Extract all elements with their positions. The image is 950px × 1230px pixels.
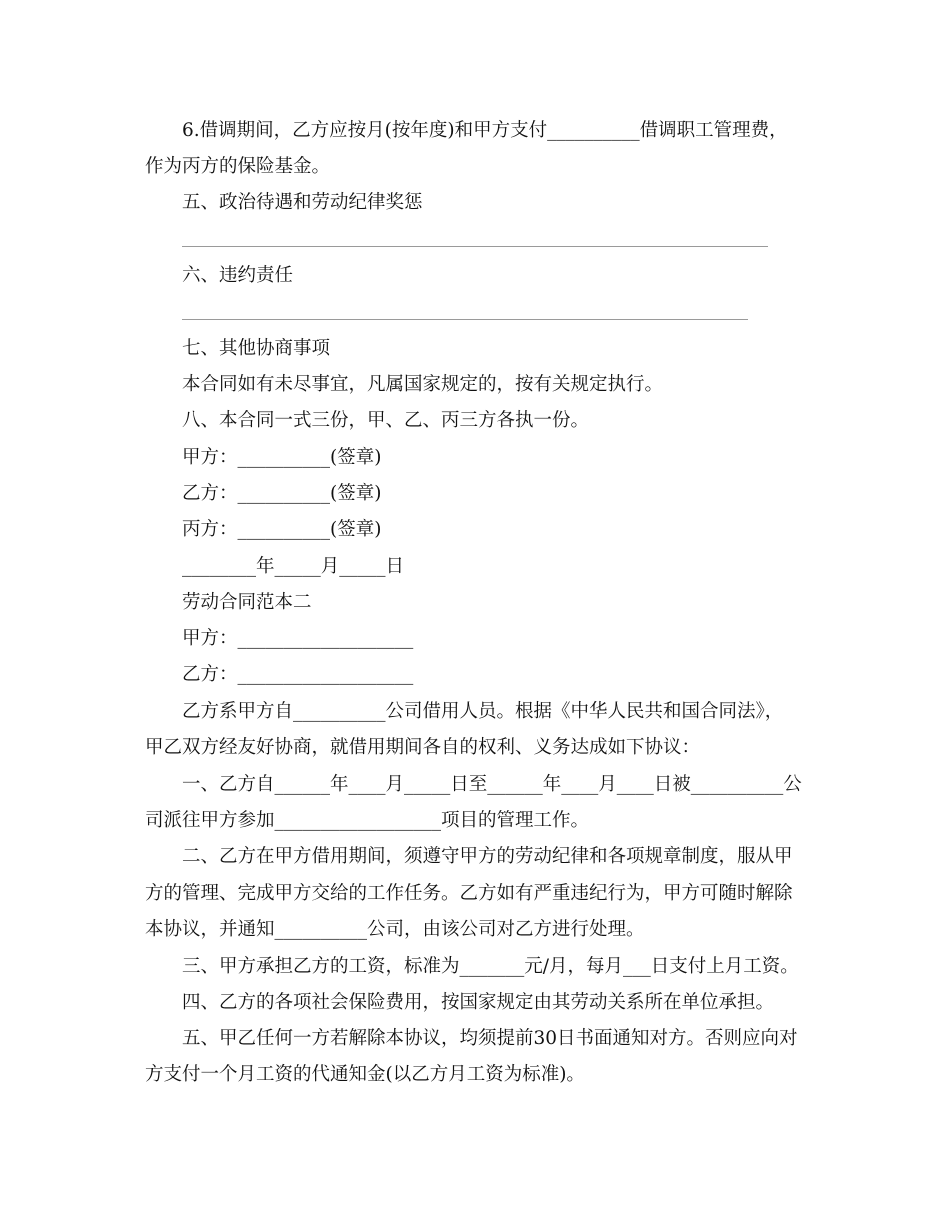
article-1-line-2: 司派往甲方参加__________________项目的管理工作。	[145, 810, 590, 831]
article-2-line-2: 方的管理、完成甲方交给的工作任务。乙方如有严重违纪行为，甲方可随时解除	[145, 883, 793, 904]
party-b-field: 乙方：___________________	[182, 664, 414, 685]
signature-line-party-a: 甲方：__________(签章)	[182, 447, 382, 468]
section-6-heading: 六、违约责任	[182, 265, 294, 286]
article-1-line-1: 一、乙方自______年____月_____日至______年____月____日被__________公	[182, 774, 802, 795]
article-3: 三、甲方承担乙方的工资，标准为_______元/月，每月___日支付上月工资。	[182, 956, 799, 977]
section-5-heading: 五、政治待遇和劳动纪律奖惩	[182, 192, 423, 213]
date-line: ________年_____月_____日	[182, 556, 405, 577]
article-4: 四、乙方的各项社会保险费用，按国家规定由其劳动关系所在单位承担。	[182, 992, 775, 1013]
article-2-line-3: 本协议，并通知__________公司，由该公司对乙方进行处理。	[145, 919, 645, 940]
clause-6-line-2: 作为丙方的保险基金。	[145, 156, 331, 177]
clause-6-line-1: 6.借调期间，乙方应按月(按年度)和甲方支付__________借调职工管理费，	[182, 120, 788, 141]
signature-line-party-b: 乙方：__________(签章)	[182, 483, 382, 504]
section-7-heading: 七、其他协商事项	[182, 338, 331, 359]
signature-line-party-c: 丙方：__________(签章)	[182, 519, 382, 540]
template-2-title: 劳动合同范本二	[182, 592, 312, 613]
party-a-field: 甲方：___________________	[182, 628, 414, 649]
article-2-line-1: 二、乙方在甲方借用期间，须遵守甲方的劳动纪律和各项规章制度，服从甲	[182, 846, 793, 867]
paragraph: 本合同如有未尽事宜，凡属国家规定的，按有关规定执行。	[182, 374, 664, 395]
article-5-line-2: 方支付一个月工资的代通知金(以乙方月工资为标准)。	[145, 1064, 585, 1085]
blank-fill-line	[182, 246, 768, 247]
section-8-heading: 八、本合同一式三份，甲、乙、丙三方各执一份。	[182, 410, 590, 431]
intro-line-1: 乙方系甲方自__________公司借用人员。根据《中华人民共和国合同法》，	[182, 701, 784, 722]
intro-line-2: 甲乙双方经友好协商，就借用期间各自的权利、义务达成如下协议：	[145, 737, 701, 758]
blank-fill-line	[182, 319, 748, 320]
article-5-line-1: 五、甲乙任何一方若解除本协议，均须提前30日书面通知对方。否则应向对	[182, 1028, 798, 1049]
